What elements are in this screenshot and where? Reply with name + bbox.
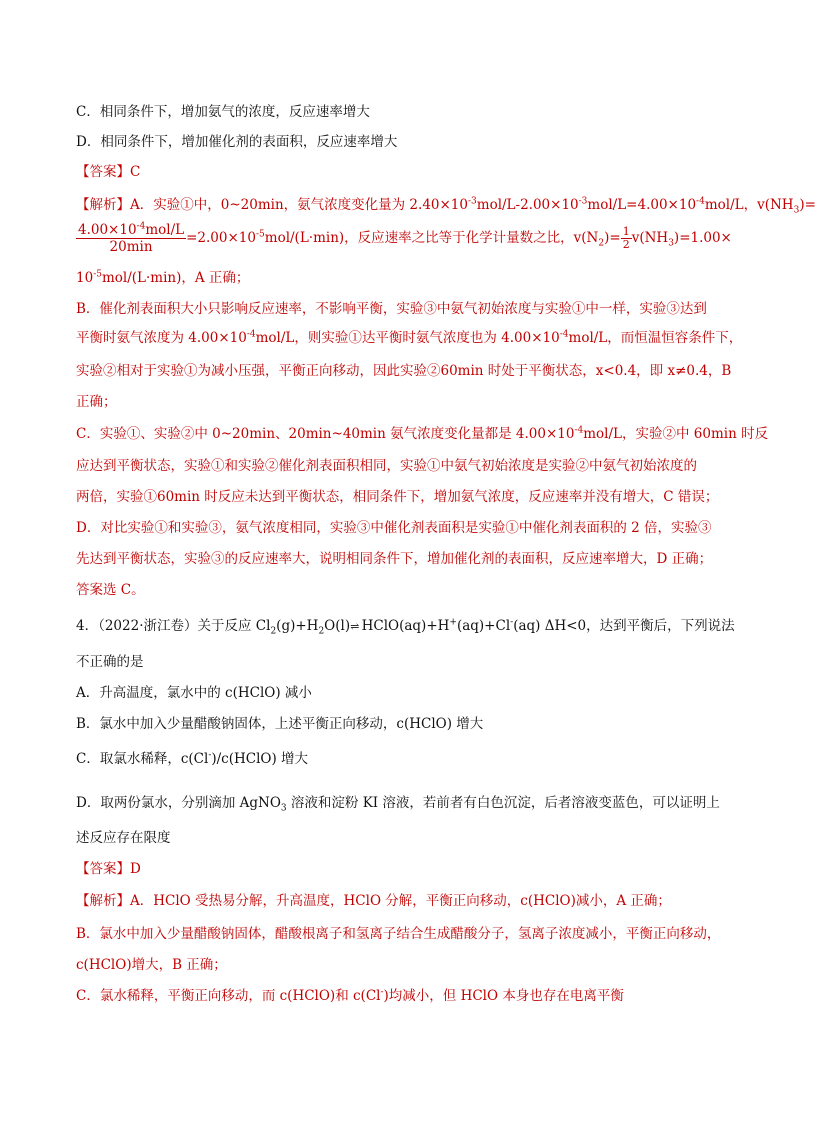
exp: -4 bbox=[696, 196, 705, 207]
q3-analysis-c-line3: 两倍，实验①60min 时反应未达到平衡状态，相同条件下，增加氨气浓度，反应速率并没有增大，C 错误； bbox=[76, 489, 719, 505]
text: (aq)+Cl bbox=[456, 618, 511, 634]
exp: - bbox=[208, 750, 212, 761]
q4-answer bbox=[76, 860, 141, 878]
analysis-label: 【解析】 bbox=[76, 197, 130, 213]
q3-option-c: C．相同条件下，增加氨气的浓度，反应速率增大 bbox=[76, 104, 370, 120]
text: v(NH bbox=[631, 230, 669, 246]
exp: -3 bbox=[467, 196, 477, 207]
sub: 3 bbox=[793, 205, 800, 216]
text: mol/L bbox=[145, 222, 185, 238]
q4-option-b: B．氯水中加入少量醋酸钠固体，上述平衡正向移动，c(HClO) 增大 bbox=[76, 716, 484, 732]
exp: -3 bbox=[578, 196, 588, 207]
equilibrium-arrow-icon: ⇌ bbox=[350, 620, 358, 633]
text: A．实验①中，0~20min，氨气浓度变化量为 2.40×10 bbox=[130, 197, 468, 213]
q4-option-a: A．升高温度，氯水中的 c(HClO) 减小 bbox=[76, 685, 312, 701]
q3-answer bbox=[76, 163, 140, 181]
exp: -4 bbox=[559, 329, 569, 340]
q3-analysis-b-line2 bbox=[76, 329, 742, 347]
q3-analysis-a-line2 bbox=[76, 222, 732, 255]
text: )/c(HClO) 增大 bbox=[211, 751, 309, 767]
text: O(l) bbox=[324, 618, 351, 634]
exp: -4 bbox=[136, 221, 146, 232]
text: 4．（2022·浙江卷）关于反应 Cl bbox=[76, 618, 271, 634]
fraction-numerator bbox=[76, 222, 186, 239]
text: )均减小，但 HClO 本身也存在电离平衡 bbox=[383, 988, 624, 1004]
answer-value: D bbox=[130, 861, 141, 877]
text: HClO(aq)+H bbox=[357, 618, 450, 634]
exp: -5 bbox=[255, 229, 265, 240]
exp: + bbox=[449, 617, 457, 628]
q3-analysis-a-line1 bbox=[76, 196, 816, 214]
text: mol/L-2.00×10 bbox=[476, 197, 579, 213]
text: C．取氯水稀释，c(Cl bbox=[76, 751, 209, 767]
q4-option-d-line2: 述反应存在限度 bbox=[76, 830, 171, 846]
q4-option-d-line1 bbox=[76, 794, 720, 812]
text: mol/(L·min)，A 正确； bbox=[101, 270, 250, 286]
q4-analysis-b-line2: c(HClO)增大，B 正确； bbox=[76, 957, 227, 973]
q4-stem-line2: 不正确的是 bbox=[76, 654, 144, 670]
q3-analysis-b-line1: B．催化剂表面积大小只影响反应速率，不影响平衡，实验③中氨气初始浓度与实验①中一样，实验③达到 bbox=[76, 301, 707, 317]
q3-analysis-c-line1 bbox=[76, 425, 768, 443]
exp: - bbox=[510, 617, 514, 628]
sub: 3 bbox=[280, 803, 287, 814]
q4-stem-line1 bbox=[76, 617, 735, 636]
text: mol/L，v(NH bbox=[704, 197, 794, 213]
fraction-numerator: 1 bbox=[622, 225, 630, 238]
fraction-denominator: 2 bbox=[622, 238, 630, 251]
text: C．实验①、实验②中 0~20min、20min~40min 氨气浓度变化量都是 4.00×10 bbox=[76, 426, 575, 442]
text: C．氯水稀释，平衡正向移动，而 c(HClO)和 c(Cl bbox=[76, 988, 381, 1004]
text: 平衡时氨气浓度为 4.00×10 bbox=[76, 330, 247, 346]
q3-analysis-d-line2: 先达到平衡状态，实验③的反应速率大，说明相同条件下，增加催化剂的表面积，反应速率增大，D 正确； bbox=[76, 551, 713, 567]
q3-analysis-b-line4: 正确； bbox=[76, 394, 117, 410]
text: (g)+H bbox=[276, 618, 319, 634]
q3-analysis-b-line3: 实验②相对于实验①为减小压强，平衡正向移动，因此实验②60min 时处于平衡状态，x<0.4，即 x≠0.4，B bbox=[76, 363, 732, 379]
half-fraction bbox=[621, 226, 632, 251]
q3-analysis-a-line3 bbox=[76, 269, 249, 287]
text: 4.00×10 bbox=[78, 222, 137, 238]
q4-analysis-a bbox=[76, 892, 671, 910]
text: )= bbox=[604, 230, 621, 246]
exp: -4 bbox=[574, 425, 584, 436]
text: mol/L，则实验①达平衡时氨气浓度也为 4.00×10 bbox=[255, 330, 560, 346]
text: mol/L，实验②中 60min 时反 bbox=[583, 426, 769, 442]
text: )= bbox=[799, 197, 816, 213]
text: mol/(L·min)，反应速率之比等于化学计量数之比，v(N bbox=[264, 230, 599, 246]
fraction-denominator: 20min bbox=[109, 239, 153, 255]
answer-label: 【答案】 bbox=[76, 861, 130, 877]
sub: 2 bbox=[598, 238, 605, 249]
q4-analysis-b-line1: B．氯水中加入少量醋酸钠固体，醋酸根离子和氢离子结合生成醋酸分子，氢离子浓度减小，平衡正向移动， bbox=[76, 926, 721, 942]
text: D．取两份氯水，分别滴加 AgNO bbox=[76, 795, 281, 811]
text: )=1.00× bbox=[673, 230, 732, 246]
text: 溶液和淀粉 KI 溶液，若前者有白色沉淀，后者溶液变蓝色，可以证明上 bbox=[286, 795, 720, 811]
text: A．HClO 受热易分解，升高温度，HClO 分解，平衡正向移动，c(HClO)减小，A 正确； bbox=[130, 893, 671, 909]
q3-analysis-d-line1: D．对比实验①和实验③，氨气浓度相同，实验③中催化剂表面积是实验①中催化剂表面积的 2 倍，实验③ bbox=[76, 520, 712, 536]
sub: 2 bbox=[318, 626, 325, 637]
text: (aq) ΔH<0，达到平衡后，下列说法 bbox=[513, 618, 735, 634]
q3-conclusion: 答案选 C。 bbox=[76, 582, 145, 598]
text: 10 bbox=[76, 270, 94, 286]
q3-analysis-c-line2: 应达到平衡状态，实验①和实验②催化剂表面积相同，实验①中氨气初始浓度是实验②中氨气初始浓度的 bbox=[76, 458, 697, 474]
text: mol/L=4.00×10 bbox=[587, 197, 697, 213]
text: mol/L，而恒温恒容条件下， bbox=[568, 330, 743, 346]
rate-fraction bbox=[76, 222, 186, 255]
exp: -4 bbox=[246, 329, 256, 340]
answer-label: 【答案】 bbox=[76, 164, 130, 180]
q4-analysis-c bbox=[76, 987, 624, 1005]
analysis-label: 【解析】 bbox=[76, 893, 130, 909]
q3-option-d: D．相同条件下，增加催化剂的表面积，反应速率增大 bbox=[76, 134, 398, 150]
text: =2.00×10 bbox=[186, 230, 256, 246]
sub: 2 bbox=[270, 626, 277, 637]
exp: - bbox=[380, 987, 384, 998]
sub: 3 bbox=[668, 238, 674, 249]
q4-option-c bbox=[76, 750, 308, 768]
answer-value: C bbox=[130, 164, 141, 180]
exp: -5 bbox=[93, 269, 102, 280]
